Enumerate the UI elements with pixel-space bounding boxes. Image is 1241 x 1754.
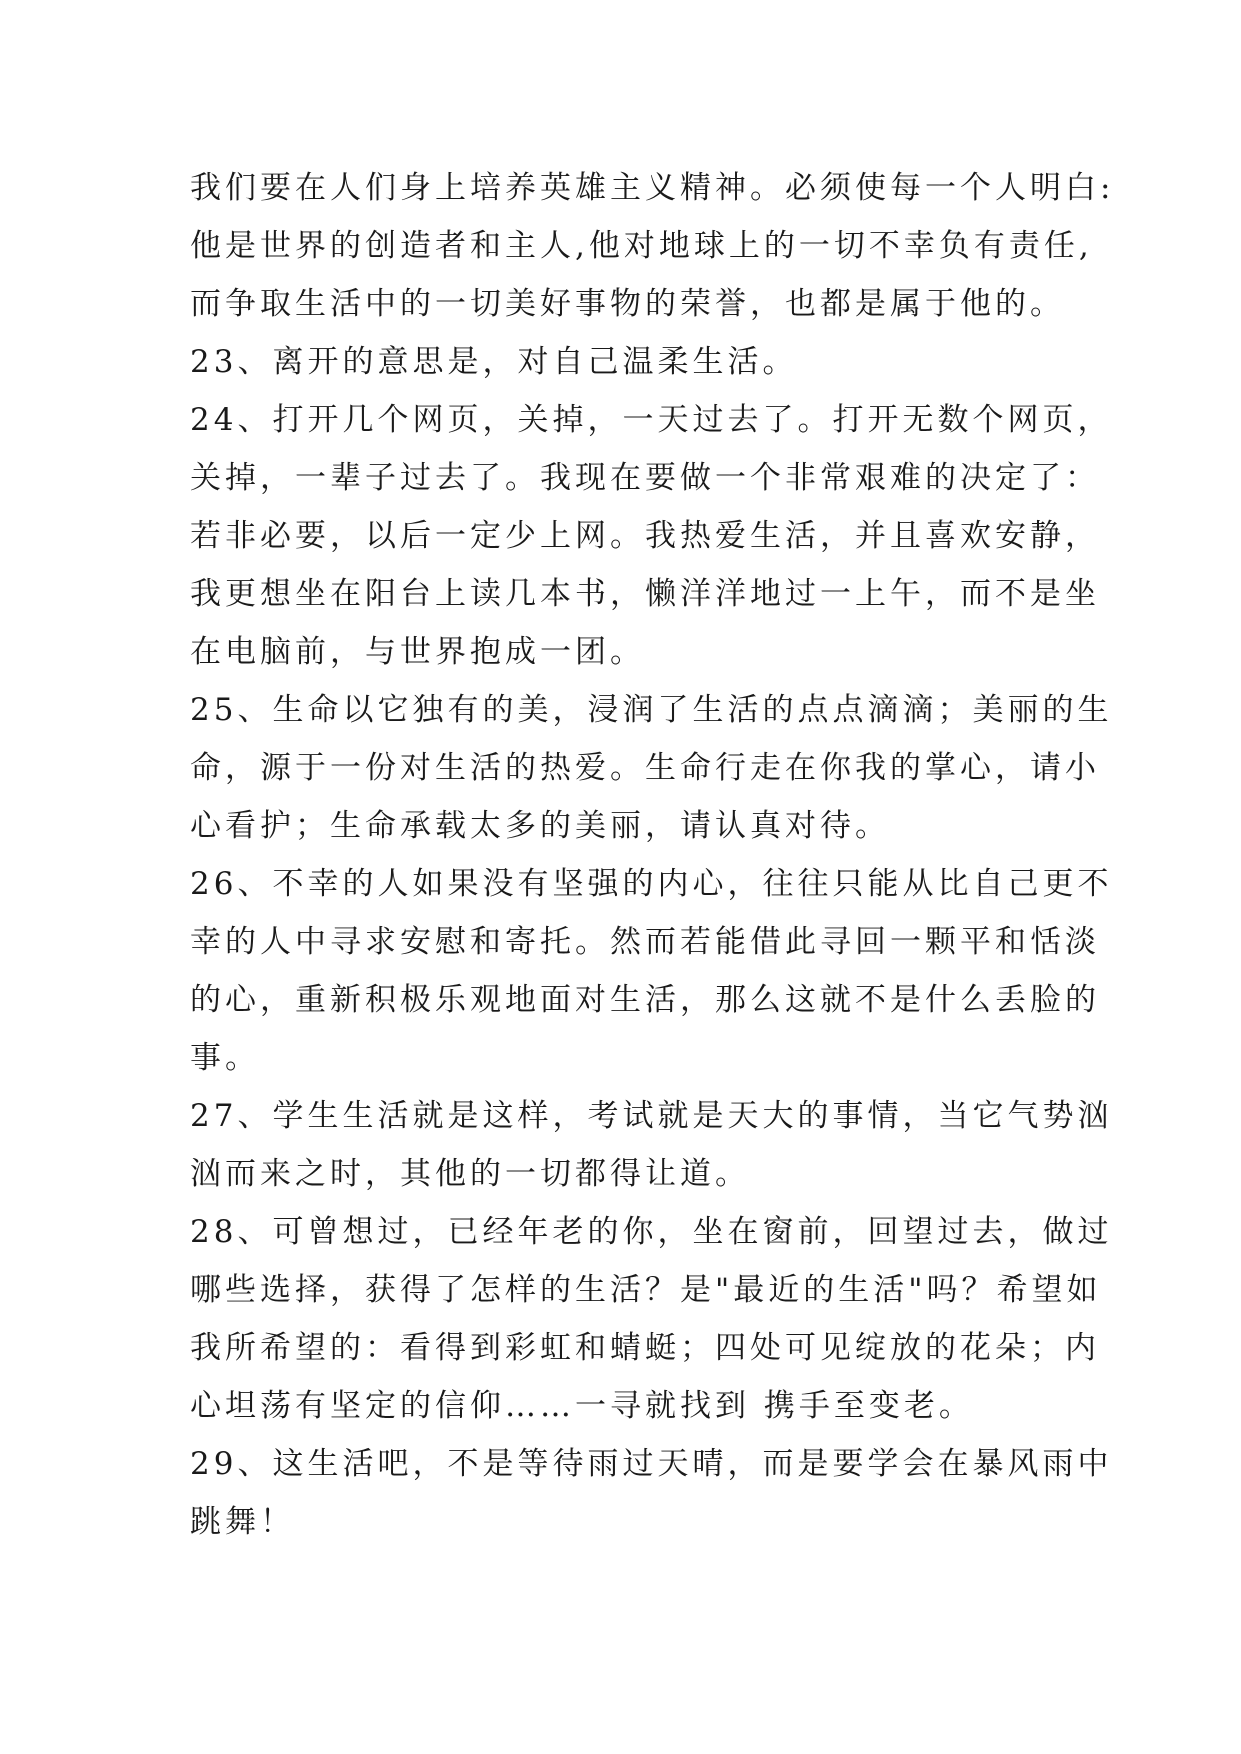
text-line: 而争取生活中的一切美好事物的荣誉，也都是属于他的。 [190,286,1065,322]
text-line: 在电脑前，与世界抱成一团。 [190,634,645,670]
text-line: 命，源于一份对生活的热爱。生命行走在你我的掌心，请小 [190,750,1100,786]
text-line: 幸的人中寻求安慰和寄托。然而若能借此寻回一颗平和恬淡 [190,924,1100,960]
text-line: 心坦荡有坚定的信仰……一寻就找到 携手至变老。 [190,1388,974,1424]
text-line: 我所希望的：看得到彩虹和蜻蜓；四处可见绽放的花朵；内 [190,1330,1100,1366]
text-line: 29、这生活吧，不是等待雨过天晴，而是要学会在暴风雨中 [190,1446,1113,1482]
text-line: 27、学生生活就是这样，考试就是天大的事情，当它气势汹 [190,1098,1113,1134]
text-line: 25、生命以它独有的美，浸润了生活的点点滴滴；美丽的生 [190,692,1113,728]
text-line: 我更想坐在阳台上读几本书，懒洋洋地过一上午，而不是坐 [190,576,1100,612]
text-line: 心看护；生命承载太多的美丽，请认真对待。 [190,808,890,844]
text-line: 哪些选择，获得了怎样的生活？是"最近的生活"吗？希望如 [190,1272,1102,1308]
text-line: 24、打开几个网页，关掉，一天过去了。打开无数个网页， [190,402,1113,438]
text-line: 他是世界的创造者和主人,他对地球上的一切不幸负有责任, [190,228,1093,264]
text-line: 跳舞！ [190,1504,295,1540]
text-line: 的心，重新积极乐观地面对生活，那么这就不是什么丢脸的 [190,982,1100,1018]
text-line: 26、不幸的人如果没有坚强的内心，往往只能从比自己更不 [190,866,1113,902]
text-line: 汹而来之时，其他的一切都得让道。 [190,1156,750,1192]
text-line: 我们要在人们身上培养英雄主义精神。必须使每一个人明白: [190,170,1115,206]
text-line: 事。 [190,1040,260,1076]
text-line: 若非必要，以后一定少上网。我热爱生活，并且喜欢安静， [190,518,1100,554]
text-line: 23、离开的意思是，对自己温柔生活。 [190,344,798,380]
text-line: 28、可曾想过，已经年老的你，坐在窗前，回望过去，做过 [190,1214,1113,1250]
text-line: 关掉，一辈子过去了。我现在要做一个非常艰难的决定了： [190,460,1100,496]
